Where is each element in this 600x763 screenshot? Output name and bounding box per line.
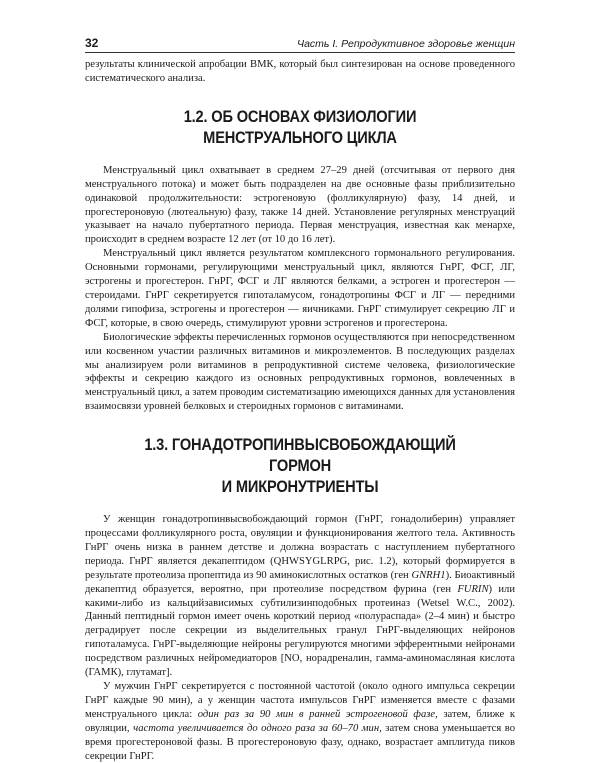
- p2-text-a: У мужчин ГнРГ секретируется с постоянной частотой (около одного импульса секреции ГнРГ каждые 90 мин), а у женщин частота импульсов ГнРГ изменяется вместе с фазами менструального цикла:: [85, 681, 515, 720]
- gene-furin: FURIN: [457, 583, 489, 595]
- running-title: Часть I. Репродуктивное здоровье женщин: [297, 38, 515, 50]
- gene-gnrh1: GNRH1: [411, 569, 446, 581]
- section-1-3-paragraph-2: [85, 680, 515, 763]
- intro-paragraph: результаты клинической апробации ВМК, который был синтезирован на основе проведенного систематического анализа.: [85, 59, 515, 84]
- section-1-2-heading: 1.2. ОБ ОСНОВАХ ФИЗИОЛОГИИ МЕНСТРУАЛЬНОГО ЦИКЛА: [183, 106, 417, 147]
- page-header: [85, 36, 515, 53]
- section-1-3-heading: [115, 434, 485, 497]
- p2-text-b: затем, ближе к овуляции,: [85, 708, 516, 734]
- section-1-2-paragraph-3: Биологические эффекты перечисленных гормонов осуществляются при непосредственном или косвенном участии различных витаминов и микроэлементов. В последующих разделах мы анализируем роли витаминов в репродуктивной системе человека, физиологические эффекты и секрецию каждого из основных репродуктивных гормонов, вовлеченных в менструальный цикл, а затем проводим систематизацию имеющихся данных для установления взаимосвязи уровней белковых и стероидных гормонов с витаминами.: [85, 331, 515, 413]
- section-1-2-paragraph-1: Менструальный цикл охватывает в среднем 27–29 дней (отсчитывая от первого дня менструального потока) и может быть подразделен на две основные фазы приблизительно одинаковой продолжительности: эстрогеновую (фолликулярную) фазу, 14 дней, и прогестероновую (лютеальную) фазу, также 14 дней. Установление регулярных менструаций указывает на начало пубертатного периода. Первая менструация, известная как менархе, происходит в среднем возрасте 12 лет (от 10 до 16 лет).: [85, 164, 515, 246]
- section-1-3-paragraph-1: [85, 513, 515, 680]
- p2-italic-2: частота увеличивается до одного раза за 60–70 мин,: [133, 722, 382, 734]
- section-1-3-heading-line1: 1.3. ГОНАДОТРОПИНВЫСВОБОЖДАЮЩИЙ ГОРМОН: [144, 435, 456, 476]
- p2-text-c: затем снова уменьшается во время прогестероновой фазы. В прогестероновую фазу, однако, возрастает амплитуда пиков секреции ГнРГ.: [85, 722, 515, 762]
- page-body: [85, 58, 515, 763]
- p1-text-b: ). Биоактивный декапептид образуется, вероятно, при протеолизе посредством фурина (ген: [85, 569, 516, 595]
- page-number: 32: [85, 36, 99, 50]
- p2-italic-1: один раз за 90 мин в ранней эстрогеновой фазе,: [197, 708, 438, 720]
- section-1-2-paragraph-2: Менструальный цикл является результатом комплексного гормонального регулирования. Основными гормонами, регулирующими менструальный цикл, являются ГнРГ, ФСГ, ЛГ, эстрогены и прогестерон. ГнРГ, ФСГ и ЛГ являются белками, а эстроген и прогестерон — стероидами. ГнРГ секретируется гипоталамусом, гонадотропины ФСГ и ЛГ — передними долями гипофиза, эстрогены и прогестерон — яичниками. ГнРГ стимулирует секрецию ЛГ и ФСГ, которые, в свою очередь, стимулируют уровни эстрогенов и прогестерона.: [85, 248, 515, 329]
- section-1-3-heading-line2: И МИКРОНУТРИЕНТЫ: [221, 477, 379, 497]
- p1-text-c: ) или какими-либо из кальцийзависимых субтилизинподобных протеиназ (Wetsel W.C., 2002). Данный пептидный гормон имеет очень короткий период «полураспада» (2–4 мин) и быстро деградирует после секреции из выделительных гранул ГнРГ-выделяющих нейронов гипоталамуса. ГнРГ-выделяющие нейроны регулируются многими эфферентными нейронами посредством различных нейромедиаторов [NO, норадреналин, гамма-аминомасляная кислота (ГАМК), глутамат].: [85, 583, 515, 679]
- p1-text-a: У женщин гонадотропинвысвобождающий гормон (ГнРГ, гонадолиберин) управляет процессами фолликулярного роста, овуляции и функционирования желтого тела. Активность ГнРГ очень низка в раннем детстве и должна возрастать с наступлением пубертатного периода. ГнРГ является декапептидом (QHWSYGLRPG, рис. 1.2), который формируется в результате протеолиза пропептида из 90 аминокислотных остатков (ген: [85, 514, 515, 581]
